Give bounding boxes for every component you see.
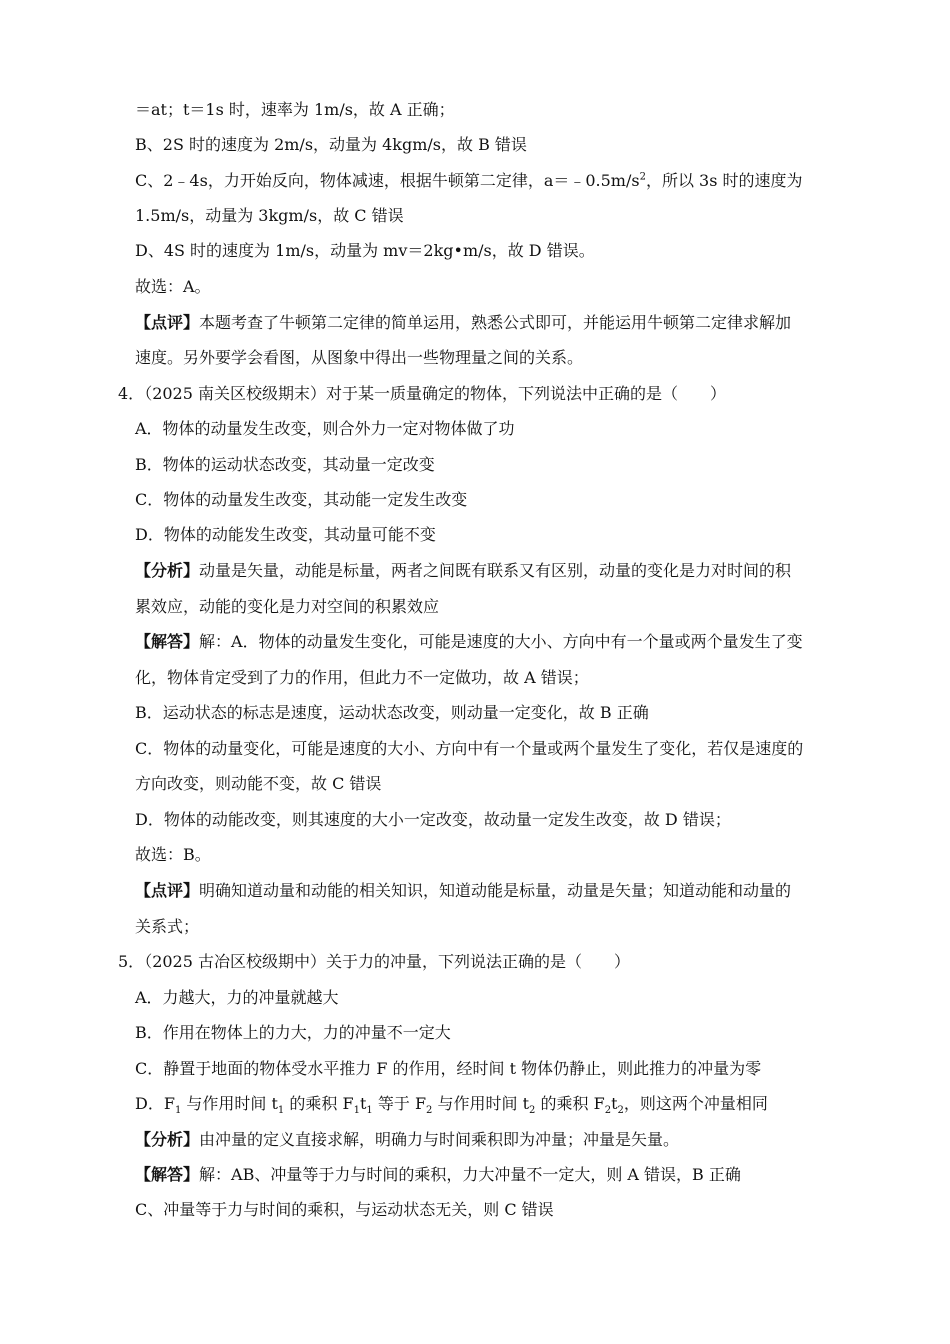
option-text: 与作用时间 t: [432, 1094, 530, 1113]
subscript: 2: [426, 1105, 433, 1117]
answer-line: D、4S 时的速度为 1m/s，动量为 mv＝2kg•m/s，故 D 错误。: [135, 241, 595, 260]
analysis-line: [135, 1130, 679, 1150]
analysis-line: 累效应，动能的变化是力对空间的积累效应: [135, 597, 440, 616]
option-d: D．物体的动能发生改变，其动量可能不变: [135, 525, 436, 544]
option-a: A．物体的动量发生改变，则合外力一定对物体做了功: [135, 419, 515, 438]
review-label: 【点评】: [135, 313, 200, 332]
answer-text: 解：A．物体的动量发生变化，可能是速度的大小、方向中有一个量或两个量发生了变: [199, 632, 803, 651]
option-c: C．静置于地面的物体受水平推力 F 的作用，经时间 t 物体仍静止，则此推力的冲量为零: [135, 1059, 762, 1078]
subscript: 1: [174, 1105, 182, 1117]
option-text: ，则这两个冲量相同: [623, 1094, 768, 1113]
superscript: 2: [639, 171, 646, 183]
review-line: 速度。另外要学会看图，从图象中得出一些物理量之间的关系。: [135, 348, 584, 367]
option-text: 与作用时间 t: [181, 1094, 278, 1113]
review-line: 关系式；: [135, 917, 200, 936]
option-text: 的乘积 F: [535, 1094, 605, 1113]
review-text: 本题考查了牛顿第二定律的简单运用，熟悉公式即可，并能运用牛顿第二定律求解加: [199, 313, 792, 332]
subscript: 1: [353, 1105, 360, 1117]
subscript: 2: [604, 1105, 612, 1117]
question-5-stem: [118, 952, 630, 972]
option-b: B．物体的运动状态改变，其动量一定改变: [135, 455, 435, 474]
option-text: D．F: [135, 1094, 175, 1113]
answer-line: ＝at；t＝1s 时，速率为 1m/s，故 A 正确；: [135, 100, 455, 119]
answer-line: [135, 1165, 741, 1185]
analysis-text: 由冲量的定义直接求解，明确力与时间乘积即为冲量；冲量是矢量。: [199, 1130, 680, 1149]
question-text: （2025 古冶区校级期中）关于力的冲量，下列说法正确的是（ ）: [144, 952, 630, 971]
question-number: 4．: [118, 384, 145, 403]
option-b: B．作用在物体上的力大，力的冲量不一定大: [135, 1023, 451, 1042]
review-label: 【点评】: [135, 881, 200, 900]
option-c: C．物体的动量发生改变，其动能一定发生改变: [135, 490, 468, 509]
question-number: 5．: [118, 952, 145, 971]
answer-label: 【解答】: [135, 1165, 200, 1184]
option-d: [135, 1094, 768, 1117]
answer-line: B、2S 时的速度为 2m/s，动量为 4kgm/s，故 B 错误: [135, 135, 527, 154]
subscript: 1: [366, 1105, 373, 1117]
analysis-text: 动量是矢量，动能是标量，两者之间既有联系又有区别，动量的变化是力对时间的积: [199, 561, 792, 580]
answer-line: [135, 171, 803, 191]
option-text: t: [359, 1094, 367, 1113]
answer-line: C、冲量等于力与时间的乘积，与运动状态无关，则 C 错误: [135, 1200, 554, 1219]
subscript: 2: [617, 1105, 624, 1117]
answer-text: ，所以 3s 时的速度为: [645, 171, 803, 190]
subscript: 1: [277, 1105, 285, 1117]
review-line: [135, 881, 791, 901]
answer-line: B．运动状态的标志是速度，运动状态改变，则动量一定变化，故 B 正确: [135, 703, 649, 722]
choice-line: 故选：B。: [135, 845, 211, 864]
answer-text: C、2﹣4s，力开始反向，物体减速，根据牛顿第二定律，a＝﹣0.5m/s: [135, 171, 640, 190]
answer-line: D．物体的动能改变，则其速度的大小一定改变，故动量一定发生改变，故 D 错误；: [135, 810, 731, 829]
option-a: A．力越大，力的冲量就越大: [135, 988, 339, 1007]
analysis-line: [135, 561, 791, 581]
answer-text: 解：AB、冲量等于力与时间的乘积，力大冲量不一定大，则 A 错误，B 正确: [199, 1165, 741, 1184]
answer-line: 化，物体肯定受到了力的作用，但此力不一定做功，故 A 错误；: [135, 668, 589, 687]
answer-line: [135, 632, 803, 652]
analysis-label: 【分析】: [135, 561, 200, 580]
question-4-stem: [118, 384, 726, 404]
answer-label: 【解答】: [135, 632, 200, 651]
analysis-label: 【分析】: [135, 1130, 200, 1149]
subscript: 2: [529, 1105, 536, 1117]
review-line: [135, 313, 791, 333]
option-text: t: [611, 1094, 618, 1113]
answer-line: 方向改变，则动能不变，故 C 错误: [135, 774, 382, 793]
choice-line: 故选：A。: [135, 277, 211, 296]
review-text: 明确知道动量和动能的相关知识，知道动能是标量，动量是矢量；知道动能和动量的: [199, 881, 792, 900]
question-text: （2025 南关区校级期末）对于某一质量确定的物体，下列说法中正确的是（ ）: [144, 384, 726, 403]
answer-line: C．物体的动量变化，可能是速度的大小、方向中有一个量或两个量发生了变化，若仅是速度的: [135, 739, 804, 758]
option-text: 等于 F: [372, 1094, 427, 1113]
option-text: 的乘积 F: [284, 1094, 354, 1113]
answer-line: 1.5m/s，动量为 3kgm/s，故 C 错误: [135, 206, 404, 225]
